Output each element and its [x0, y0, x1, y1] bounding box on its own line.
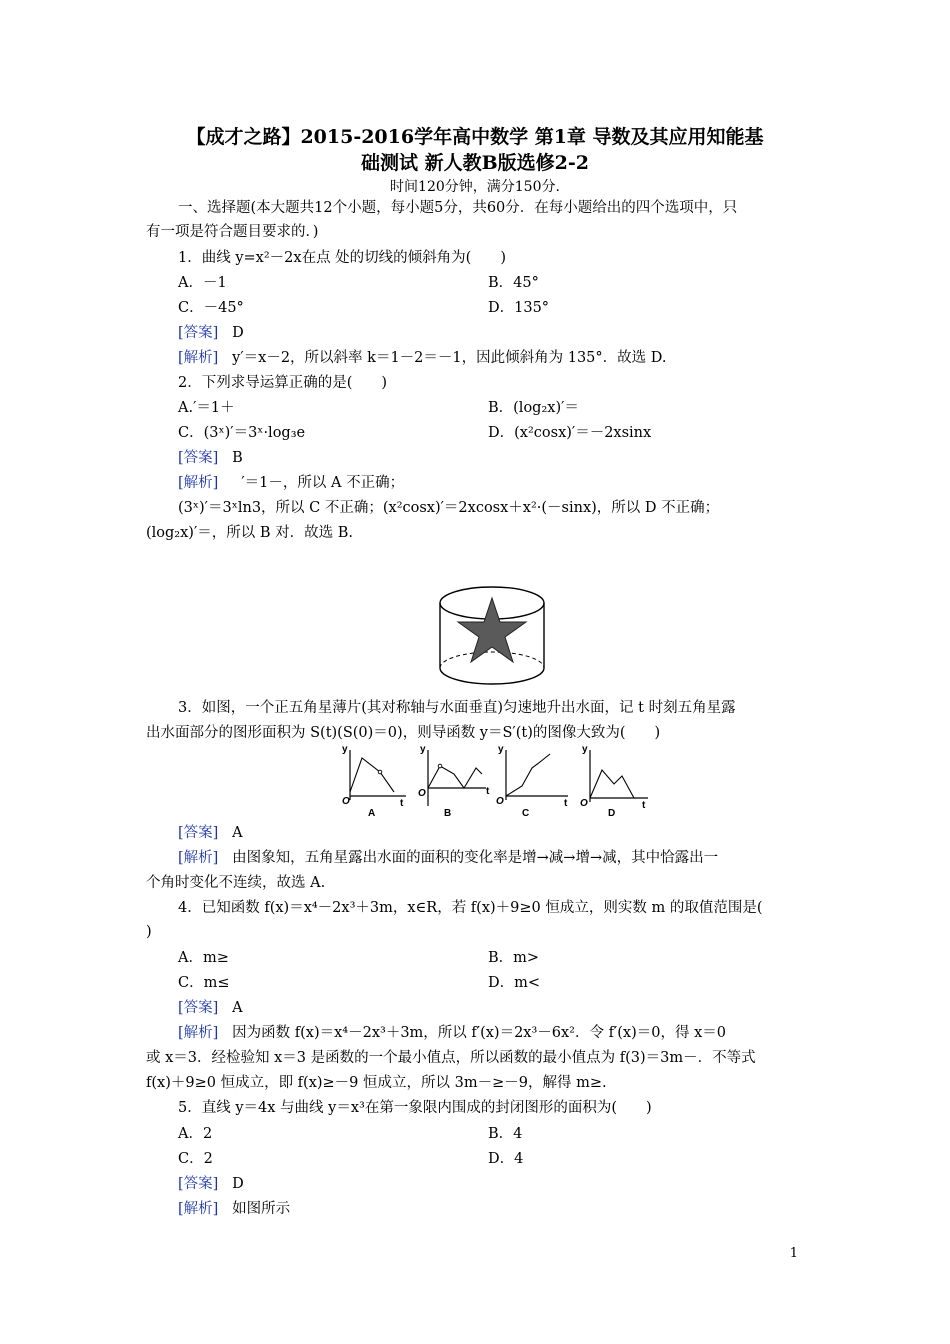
graph-b-origin: O [418, 788, 426, 799]
q4-option-c: C．m≤ [178, 975, 230, 991]
analysis-tag: [解析] [178, 850, 219, 866]
q2-answer [178, 448, 243, 468]
answer-value: D [232, 1176, 244, 1192]
cylinder-bottom-front [440, 668, 544, 684]
graph-c-y-label: y [498, 744, 504, 755]
section-intro-line2: 有一项是符合题目要求的．) [146, 224, 319, 240]
q4-analysis-line3: f(x)＋9≥0 恒成立，即 f(x)≥－9 恒成立，所以 3m－≥－9，解得 m≥. [146, 1075, 607, 1091]
q1-option-a: A．－1 [178, 275, 227, 291]
graph-b-x-label: t [486, 786, 490, 797]
graph-d-y-label: y [582, 744, 588, 755]
page-number: 1 [789, 1246, 798, 1261]
q5-answer [178, 1174, 244, 1194]
q3-stem-line2: 出水面部分的图形面积为 S(t)(S(0)＝0)，则导函数 y＝S′(t)的图像大致为( ) [146, 725, 661, 741]
answer-value: A [232, 825, 243, 841]
q3-analysis-line1 [178, 848, 718, 868]
q4-stem-line2: ) [146, 924, 152, 940]
q1-option-d: D．135° [488, 300, 550, 316]
q4-option-d: D．m< [488, 975, 541, 991]
q3-analysis-line2: 个角时变化不连续，故选 A. [146, 875, 326, 891]
graph-b-letter: B [444, 808, 452, 818]
answer-tag: [答案] [178, 450, 219, 466]
graph-c-letter: C [522, 808, 530, 818]
analysis-text: y′＝x－2，所以斜率 k＝1－2＝－1，因此倾斜角为 135°．故选 D. [232, 350, 667, 366]
star-cylinder-figure [434, 582, 552, 690]
graph-b-curve [428, 766, 482, 788]
answer-value: D [232, 325, 244, 341]
answer-tag: [答案] [178, 1000, 219, 1016]
q3-option-graphs [336, 744, 656, 818]
graph-d-curve [590, 770, 634, 798]
cylinder-bottom-back [440, 652, 544, 668]
answer-tag: [答案] [178, 825, 219, 841]
graph-d-letter: D [608, 808, 616, 818]
q4-analysis-line1 [178, 1023, 726, 1043]
q1-answer [178, 323, 244, 343]
q1-analysis [178, 348, 666, 368]
graph-c [496, 744, 568, 818]
graph-c-origin: O [496, 796, 504, 807]
analysis-tag: [解析] [178, 350, 219, 366]
graph-a-y-label: y [342, 744, 348, 755]
analysis-tag: [解析] [178, 1025, 219, 1041]
q2-analysis-line3: (log₂x)′＝，所以 B 对．故选 B. [146, 525, 353, 541]
analysis-tag: [解析] [178, 1201, 219, 1217]
exam-duration: 时间120分钟，满分150分. [390, 179, 560, 195]
graph-a-origin: O [342, 796, 350, 807]
q1-option-c: C．－45° [178, 300, 244, 316]
graph-a-x-label: t [400, 798, 404, 809]
graph-b-y-label: y [420, 744, 426, 755]
document-title-line1: 【成才之路】2015-2016学年高中数学 第1章 导数及其应用知能基 [186, 126, 764, 148]
q5-option-d: D．4 [488, 1151, 524, 1167]
graph-c-curve [506, 754, 550, 796]
q1-option-b: B．45° [488, 275, 539, 291]
q5-option-a: A．2 [178, 1126, 213, 1142]
graph-d-x-label: t [642, 800, 646, 811]
q3-stem-line1: 3．如图，一个正五角星薄片(其对称轴与水面垂直)匀速地升出水面，记 t 时刻五角星露 [178, 700, 736, 716]
analysis-text: 如图所示 [232, 1201, 291, 1217]
answer-tag: [答案] [178, 325, 219, 341]
q4-analysis-line2: 或 x＝3．经检验知 x＝3 是函数的一个最小值点，所以函数的最小值点为 f(3)＝3m－．不等式 [146, 1050, 756, 1066]
q2-option-d: D．(x²cosx)′＝－2xsinx [488, 425, 652, 441]
graph-a [342, 744, 406, 818]
q5-stem: 5．直线 y＝4x 与曲线 y＝x³在第一象限内围成的封闭图形的面积为( ) [178, 1100, 652, 1116]
analysis-text: ′＝1－，所以 A 不正确； [241, 475, 405, 491]
graph-a-letter: A [368, 808, 376, 818]
analysis-text: 由图象知，五角星露出水面的面积的变化率是增→减→增→减，其中恰露出一 [232, 850, 719, 866]
document-title-line2: 础测试 新人教B版选修2-2 [360, 152, 589, 174]
q2-option-c: C．(3ˣ)′＝3ˣ·log₃e [178, 425, 306, 441]
graph-d-origin: O [580, 798, 588, 809]
q2-option-b: B．(log₂x)′＝ [488, 400, 579, 416]
q2-option-a: A.′＝1＋ [178, 400, 235, 416]
q4-answer [178, 998, 243, 1018]
graph-d [580, 744, 648, 818]
q1-stem: 1．曲线 y=x²－2x在点 处的切线的倾斜角为( ) [178, 250, 506, 266]
graph-b [418, 744, 490, 818]
graph-a-curve [350, 758, 394, 792]
section-intro-line1: 一、选择题(本大题共12个小题，每小题5分，共60分．在每小题给出的四个选项中，只 [178, 200, 738, 216]
q4-stem-line1: 4．已知函数 f(x)＝x⁴－2x³＋3m，x∈R，若 f(x)＋9≥0 恒成立，则实数 m 的取值范围是( [178, 900, 763, 916]
graph-c-x-label: t [564, 798, 568, 809]
q2-analysis-line2: (3ˣ)′＝3ˣln3，所以 C 不正确；(x²cosx)′＝2xcosx＋x²·(－sinx)，所以 D 不正确； [178, 500, 720, 516]
answer-value: A [232, 1000, 243, 1016]
answer-value: B [232, 450, 243, 466]
q3-answer [178, 823, 243, 843]
analysis-text: 因为函数 f(x)＝x⁴－2x³＋3m，所以 f′(x)＝2x³－6x²．令 f′(x)＝0，得 x＝0 [232, 1025, 726, 1041]
q2-stem: 2．下列求导运算正确的是( ) [178, 375, 388, 391]
q5-option-b: B．4 [488, 1126, 523, 1142]
analysis-tag: [解析] [178, 475, 219, 491]
q2-analysis-line1 [178, 473, 404, 493]
answer-tag: [答案] [178, 1176, 219, 1192]
q5-option-c: C．2 [178, 1151, 213, 1167]
q4-option-a: A．m≥ [178, 950, 229, 966]
q4-option-b: B．m> [488, 950, 540, 966]
q5-analysis [178, 1199, 290, 1219]
